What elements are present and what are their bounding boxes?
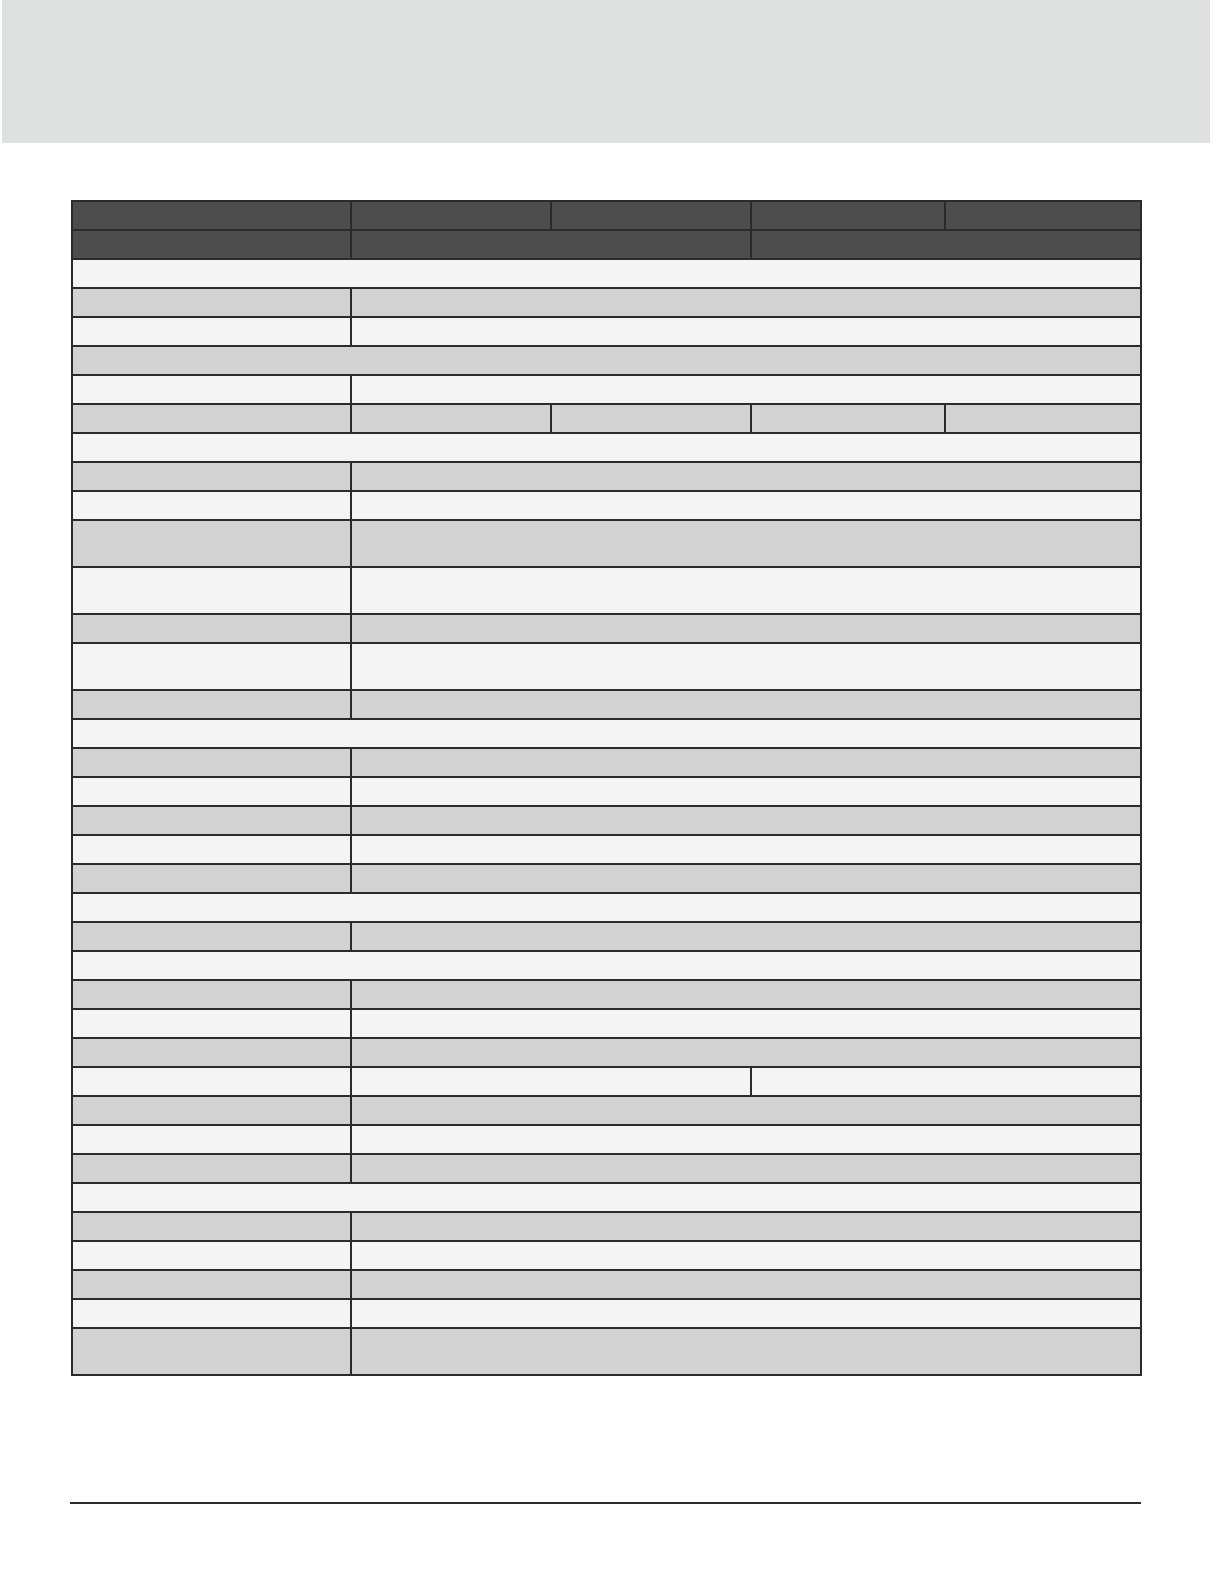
spec-label-cell <box>72 777 351 806</box>
spec-label-cell <box>72 567 351 614</box>
spec-label-cell <box>72 1009 351 1038</box>
spec-table <box>71 200 1142 1376</box>
table-row <box>72 520 1141 567</box>
spec-value-cell <box>351 404 551 433</box>
spec-label-cell <box>72 1270 351 1299</box>
table-row <box>72 1125 1141 1154</box>
table-header-cell <box>751 230 1141 259</box>
spec-value-cell <box>351 614 1141 643</box>
section-row <box>72 346 1141 375</box>
spec-label-cell <box>72 1154 351 1183</box>
table-row <box>72 1241 1141 1270</box>
spec-value-cell <box>351 1299 1141 1328</box>
section-cell <box>72 259 1141 288</box>
section-cell <box>72 893 1141 922</box>
spec-label-cell <box>72 806 351 835</box>
table-row <box>72 1067 1141 1096</box>
spec-label-cell <box>72 748 351 777</box>
spec-label-cell <box>72 288 351 317</box>
spec-label-cell <box>72 491 351 520</box>
spec-value-cell <box>351 288 1141 317</box>
spec-label-cell <box>72 462 351 491</box>
spec-label-cell <box>72 1067 351 1096</box>
spec-label-cell <box>72 690 351 719</box>
spec-value-cell <box>945 404 1141 433</box>
spec-label-cell <box>72 922 351 951</box>
table-row <box>72 462 1141 491</box>
table-row <box>72 643 1141 690</box>
table-header-cell <box>351 201 551 230</box>
table-row <box>72 1009 1141 1038</box>
spec-value-cell <box>351 806 1141 835</box>
table-header-cell <box>72 201 351 230</box>
spec-value-cell <box>351 462 1141 491</box>
table-row <box>72 1299 1141 1328</box>
table-row <box>72 317 1141 346</box>
spec-value-cell <box>351 777 1141 806</box>
spec-label-cell <box>72 520 351 567</box>
spec-value-cell <box>351 1270 1141 1299</box>
table-row <box>72 288 1141 317</box>
table-row <box>72 1212 1141 1241</box>
spec-value-cell <box>351 375 1141 404</box>
spec-value-cell <box>351 1009 1141 1038</box>
spec-value-cell <box>351 1038 1141 1067</box>
table-row <box>72 614 1141 643</box>
table-header-cell <box>945 201 1141 230</box>
spec-value-cell <box>351 835 1141 864</box>
section-row <box>72 951 1141 980</box>
section-cell <box>72 951 1141 980</box>
section-row <box>72 893 1141 922</box>
table-header-cell <box>751 201 945 230</box>
spec-label-cell <box>72 864 351 893</box>
table-row <box>72 1328 1141 1375</box>
table-row <box>72 864 1141 893</box>
spec-value-cell <box>351 1154 1141 1183</box>
table-row <box>72 806 1141 835</box>
spec-value-cell <box>751 404 945 433</box>
spec-value-cell <box>351 491 1141 520</box>
table-header-cell <box>351 230 751 259</box>
spec-label-cell <box>72 835 351 864</box>
spec-value-cell <box>351 567 1141 614</box>
table-row <box>72 777 1141 806</box>
table-header-row <box>72 201 1141 230</box>
section-row <box>72 259 1141 288</box>
section-row <box>72 1183 1141 1212</box>
table-row <box>72 1096 1141 1125</box>
spec-label-cell <box>72 643 351 690</box>
spec-value-cell <box>351 520 1141 567</box>
spec-value-cell <box>351 643 1141 690</box>
table-row <box>72 748 1141 777</box>
table-row <box>72 922 1141 951</box>
spec-label-cell <box>72 375 351 404</box>
spec-value-cell <box>351 317 1141 346</box>
spec-value-cell <box>351 864 1141 893</box>
spec-value-cell <box>351 980 1141 1009</box>
section-row <box>72 433 1141 462</box>
table-row <box>72 1154 1141 1183</box>
spec-label-cell <box>72 404 351 433</box>
section-cell <box>72 346 1141 375</box>
spec-value-cell <box>351 1125 1141 1154</box>
table-row <box>72 980 1141 1009</box>
table-row <box>72 375 1141 404</box>
spec-label-cell <box>72 1328 351 1375</box>
spec-value-cell <box>351 690 1141 719</box>
section-cell <box>72 1183 1141 1212</box>
table-header-row <box>72 230 1141 259</box>
table-row <box>72 404 1141 433</box>
spec-value-cell <box>751 1067 1141 1096</box>
spec-value-cell <box>351 748 1141 777</box>
spec-label-cell <box>72 1096 351 1125</box>
spec-label-cell <box>72 1038 351 1067</box>
spec-label-cell <box>72 980 351 1009</box>
spec-value-cell <box>351 922 1141 951</box>
spec-value-cell <box>351 1328 1141 1375</box>
header-band <box>2 0 1210 143</box>
spec-value-cell <box>351 1212 1141 1241</box>
footer-rule <box>70 1502 1141 1504</box>
spec-label-cell <box>72 614 351 643</box>
spec-label-cell <box>72 1299 351 1328</box>
table-row <box>72 690 1141 719</box>
spec-value-cell <box>551 404 751 433</box>
spec-label-cell <box>72 317 351 346</box>
section-cell <box>72 433 1141 462</box>
spec-label-cell <box>72 1241 351 1270</box>
section-cell <box>72 719 1141 748</box>
spec-value-cell <box>351 1241 1141 1270</box>
table-row <box>72 567 1141 614</box>
table-row <box>72 1038 1141 1067</box>
spec-value-cell <box>351 1096 1141 1125</box>
spec-label-cell <box>72 1125 351 1154</box>
table-header-cell <box>72 230 351 259</box>
spec-label-cell <box>72 1212 351 1241</box>
table-row <box>72 1270 1141 1299</box>
table-row <box>72 491 1141 520</box>
table-row <box>72 835 1141 864</box>
spec-value-cell <box>351 1067 751 1096</box>
table-header-cell <box>551 201 751 230</box>
section-row <box>72 719 1141 748</box>
